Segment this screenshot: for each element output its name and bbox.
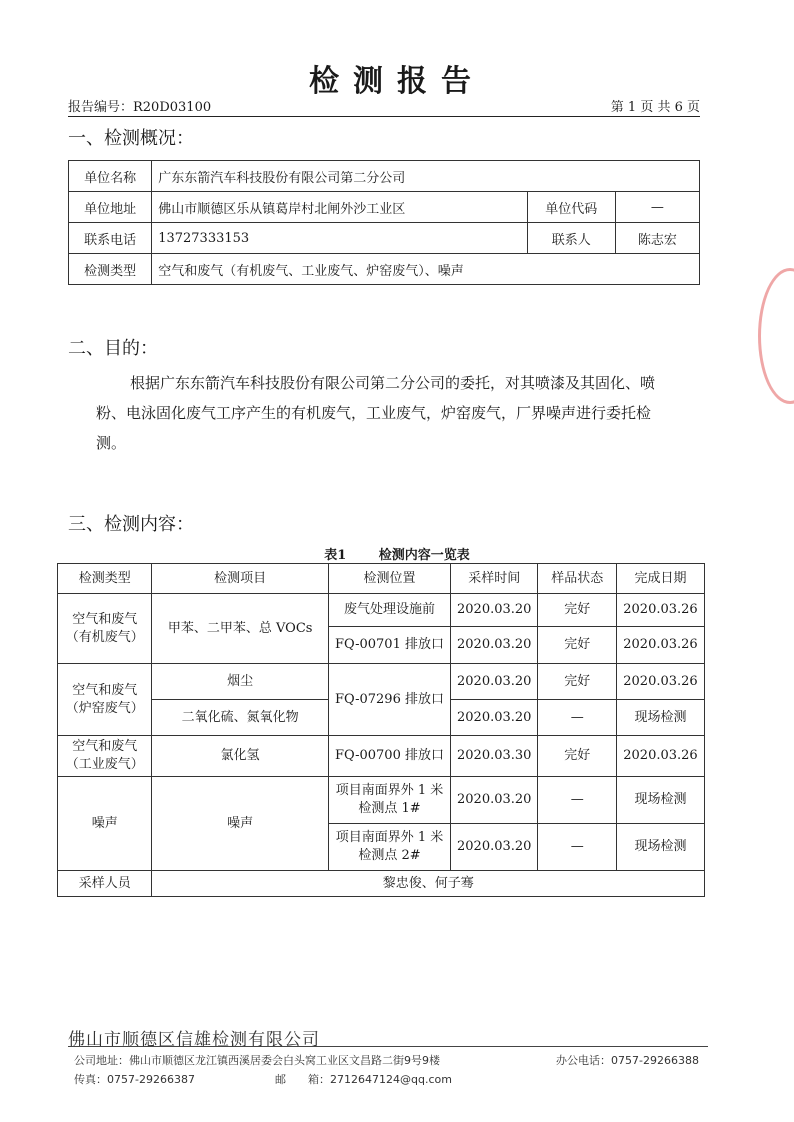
cell-done: 现场检测 <box>616 824 704 871</box>
cell-location: FQ-00700 排放口 <box>328 736 450 777</box>
red-seal-stamp <box>758 268 794 404</box>
cell-time: 2020.03.20 <box>451 627 538 664</box>
purpose-text-line-1: 根据广东东箭汽车科技股份有限公司第二分公司的委托，对其喷漆及其固化、喷 <box>130 374 656 392</box>
cell-state: — <box>538 824 617 871</box>
footer-office-phone: 办公电话：0757-29266388 <box>556 1054 699 1067</box>
page-info: 第 1 页 共 6 页 <box>610 100 700 115</box>
header-item: 检测项目 <box>152 564 328 594</box>
cell-item: 噪声 <box>152 777 328 871</box>
page-title: 检测报告 <box>309 64 485 99</box>
cell-type: 空气和废气（炉窑废气） <box>58 664 152 736</box>
footer-fax: 传真：0757-29266387 <box>74 1073 195 1086</box>
cell-time: 2020.03.30 <box>451 736 538 777</box>
cell-item: 甲苯、二甲苯、总 VOCs <box>152 594 328 664</box>
cell-done: 2020.03.26 <box>616 627 704 664</box>
phone-value: 13727333153 <box>152 223 528 254</box>
sampler-label: 采样人员 <box>58 871 152 897</box>
cell-location: 废气处理设施前 <box>328 594 450 627</box>
test-type-label: 检测类型 <box>69 254 152 285</box>
cell-done: 2020.03.26 <box>616 736 704 777</box>
overview-table <box>68 160 700 285</box>
cell-done: 现场检测 <box>616 777 704 824</box>
table-row <box>58 594 705 627</box>
table-row <box>69 223 700 254</box>
cell-time: 2020.03.20 <box>451 664 538 700</box>
section-heading-content: 三、检测内容： <box>68 514 194 535</box>
cell-done: 2020.03.26 <box>616 664 704 700</box>
report-number: 报告编号：R20D03100 <box>68 100 212 115</box>
address-label: 单位地址 <box>69 192 152 223</box>
header-location: 检测位置 <box>328 564 450 594</box>
table-caption-title: 检测内容一览表 <box>378 548 470 563</box>
cell-done: 2020.03.26 <box>616 594 704 627</box>
footer-email: 邮 箱：2712647124@qq.com <box>275 1073 452 1086</box>
header-state: 样品状态 <box>538 564 617 594</box>
table-caption <box>0 544 794 563</box>
cell-state: — <box>538 777 617 824</box>
header-time: 采样时间 <box>451 564 538 594</box>
header-type: 检测类型 <box>58 564 152 594</box>
footer-address: 公司地址：佛山市顺德区龙江镇西溪居委会白头窝工业区文昌路二街9号9楼 <box>74 1054 440 1067</box>
purpose-text-line-3: 测。 <box>96 434 127 452</box>
table-row <box>69 192 700 223</box>
cell-time: 2020.03.20 <box>451 824 538 871</box>
cell-time: 2020.03.20 <box>451 777 538 824</box>
table-row <box>58 871 705 897</box>
cell-location: FQ-00701 排放口 <box>328 627 450 664</box>
cell-item: 烟尘 <box>152 664 328 700</box>
cell-state: 完好 <box>538 594 617 627</box>
cell-location: 项目南面界外 1 米检测点 2# <box>328 824 450 871</box>
cell-item: 二氧化硫、氮氧化物 <box>152 700 328 736</box>
table-row <box>69 161 700 192</box>
header-done: 完成日期 <box>616 564 704 594</box>
report-header-line <box>68 96 700 117</box>
cell-done: 现场检测 <box>616 700 704 736</box>
table-caption-number: 表1 <box>324 548 347 563</box>
unit-name-label: 单位名称 <box>69 161 152 192</box>
cell-state: 完好 <box>538 736 617 777</box>
cell-type: 噪声 <box>58 777 152 871</box>
unit-code-label: 单位代码 <box>527 192 615 223</box>
cell-type: 空气和废气（有机废气） <box>58 594 152 664</box>
sampler-value: 黎忠俊、何子骞 <box>152 871 705 897</box>
address-value: 佛山市顺德区乐从镇葛岸村北闸外沙工业区 <box>152 192 528 223</box>
contact-label: 联系人 <box>527 223 615 254</box>
cell-state: 完好 <box>538 664 617 700</box>
phone-label: 联系电话 <box>69 223 152 254</box>
content-table <box>57 563 705 897</box>
table-row <box>58 664 705 700</box>
table-header-row <box>58 564 705 594</box>
table-row <box>58 777 705 824</box>
cell-state: — <box>538 700 617 736</box>
cell-item: 氯化氢 <box>152 736 328 777</box>
section-heading-purpose: 二、目的： <box>68 338 158 359</box>
section-heading-overview: 一、检测概况： <box>68 128 194 149</box>
purpose-text-line-2: 粉、电泳固化废气工序产生的有机废气，工业废气，炉窑废气，厂界噪声进行委托检 <box>96 404 652 422</box>
unit-code-value: — <box>615 192 699 223</box>
cell-location: 项目南面界外 1 米检测点 1# <box>328 777 450 824</box>
contact-value: 陈志宏 <box>615 223 699 254</box>
table-row <box>58 736 705 777</box>
table-row <box>69 254 700 285</box>
cell-time: 2020.03.20 <box>451 700 538 736</box>
cell-state: 完好 <box>538 627 617 664</box>
cell-type: 空气和废气（工业废气） <box>58 736 152 777</box>
footer-company-name: 佛山市顺德区信雄检测有限公司 <box>68 1030 320 1050</box>
cell-location: FQ-07296 排放口 <box>328 664 450 736</box>
footer-divider <box>68 1046 708 1047</box>
unit-name-value: 广东东箭汽车科技股份有限公司第二分公司 <box>152 161 700 192</box>
cell-time: 2020.03.20 <box>451 594 538 627</box>
test-type-value: 空气和废气（有机废气、工业废气、炉窑废气）、噪声 <box>152 254 700 285</box>
